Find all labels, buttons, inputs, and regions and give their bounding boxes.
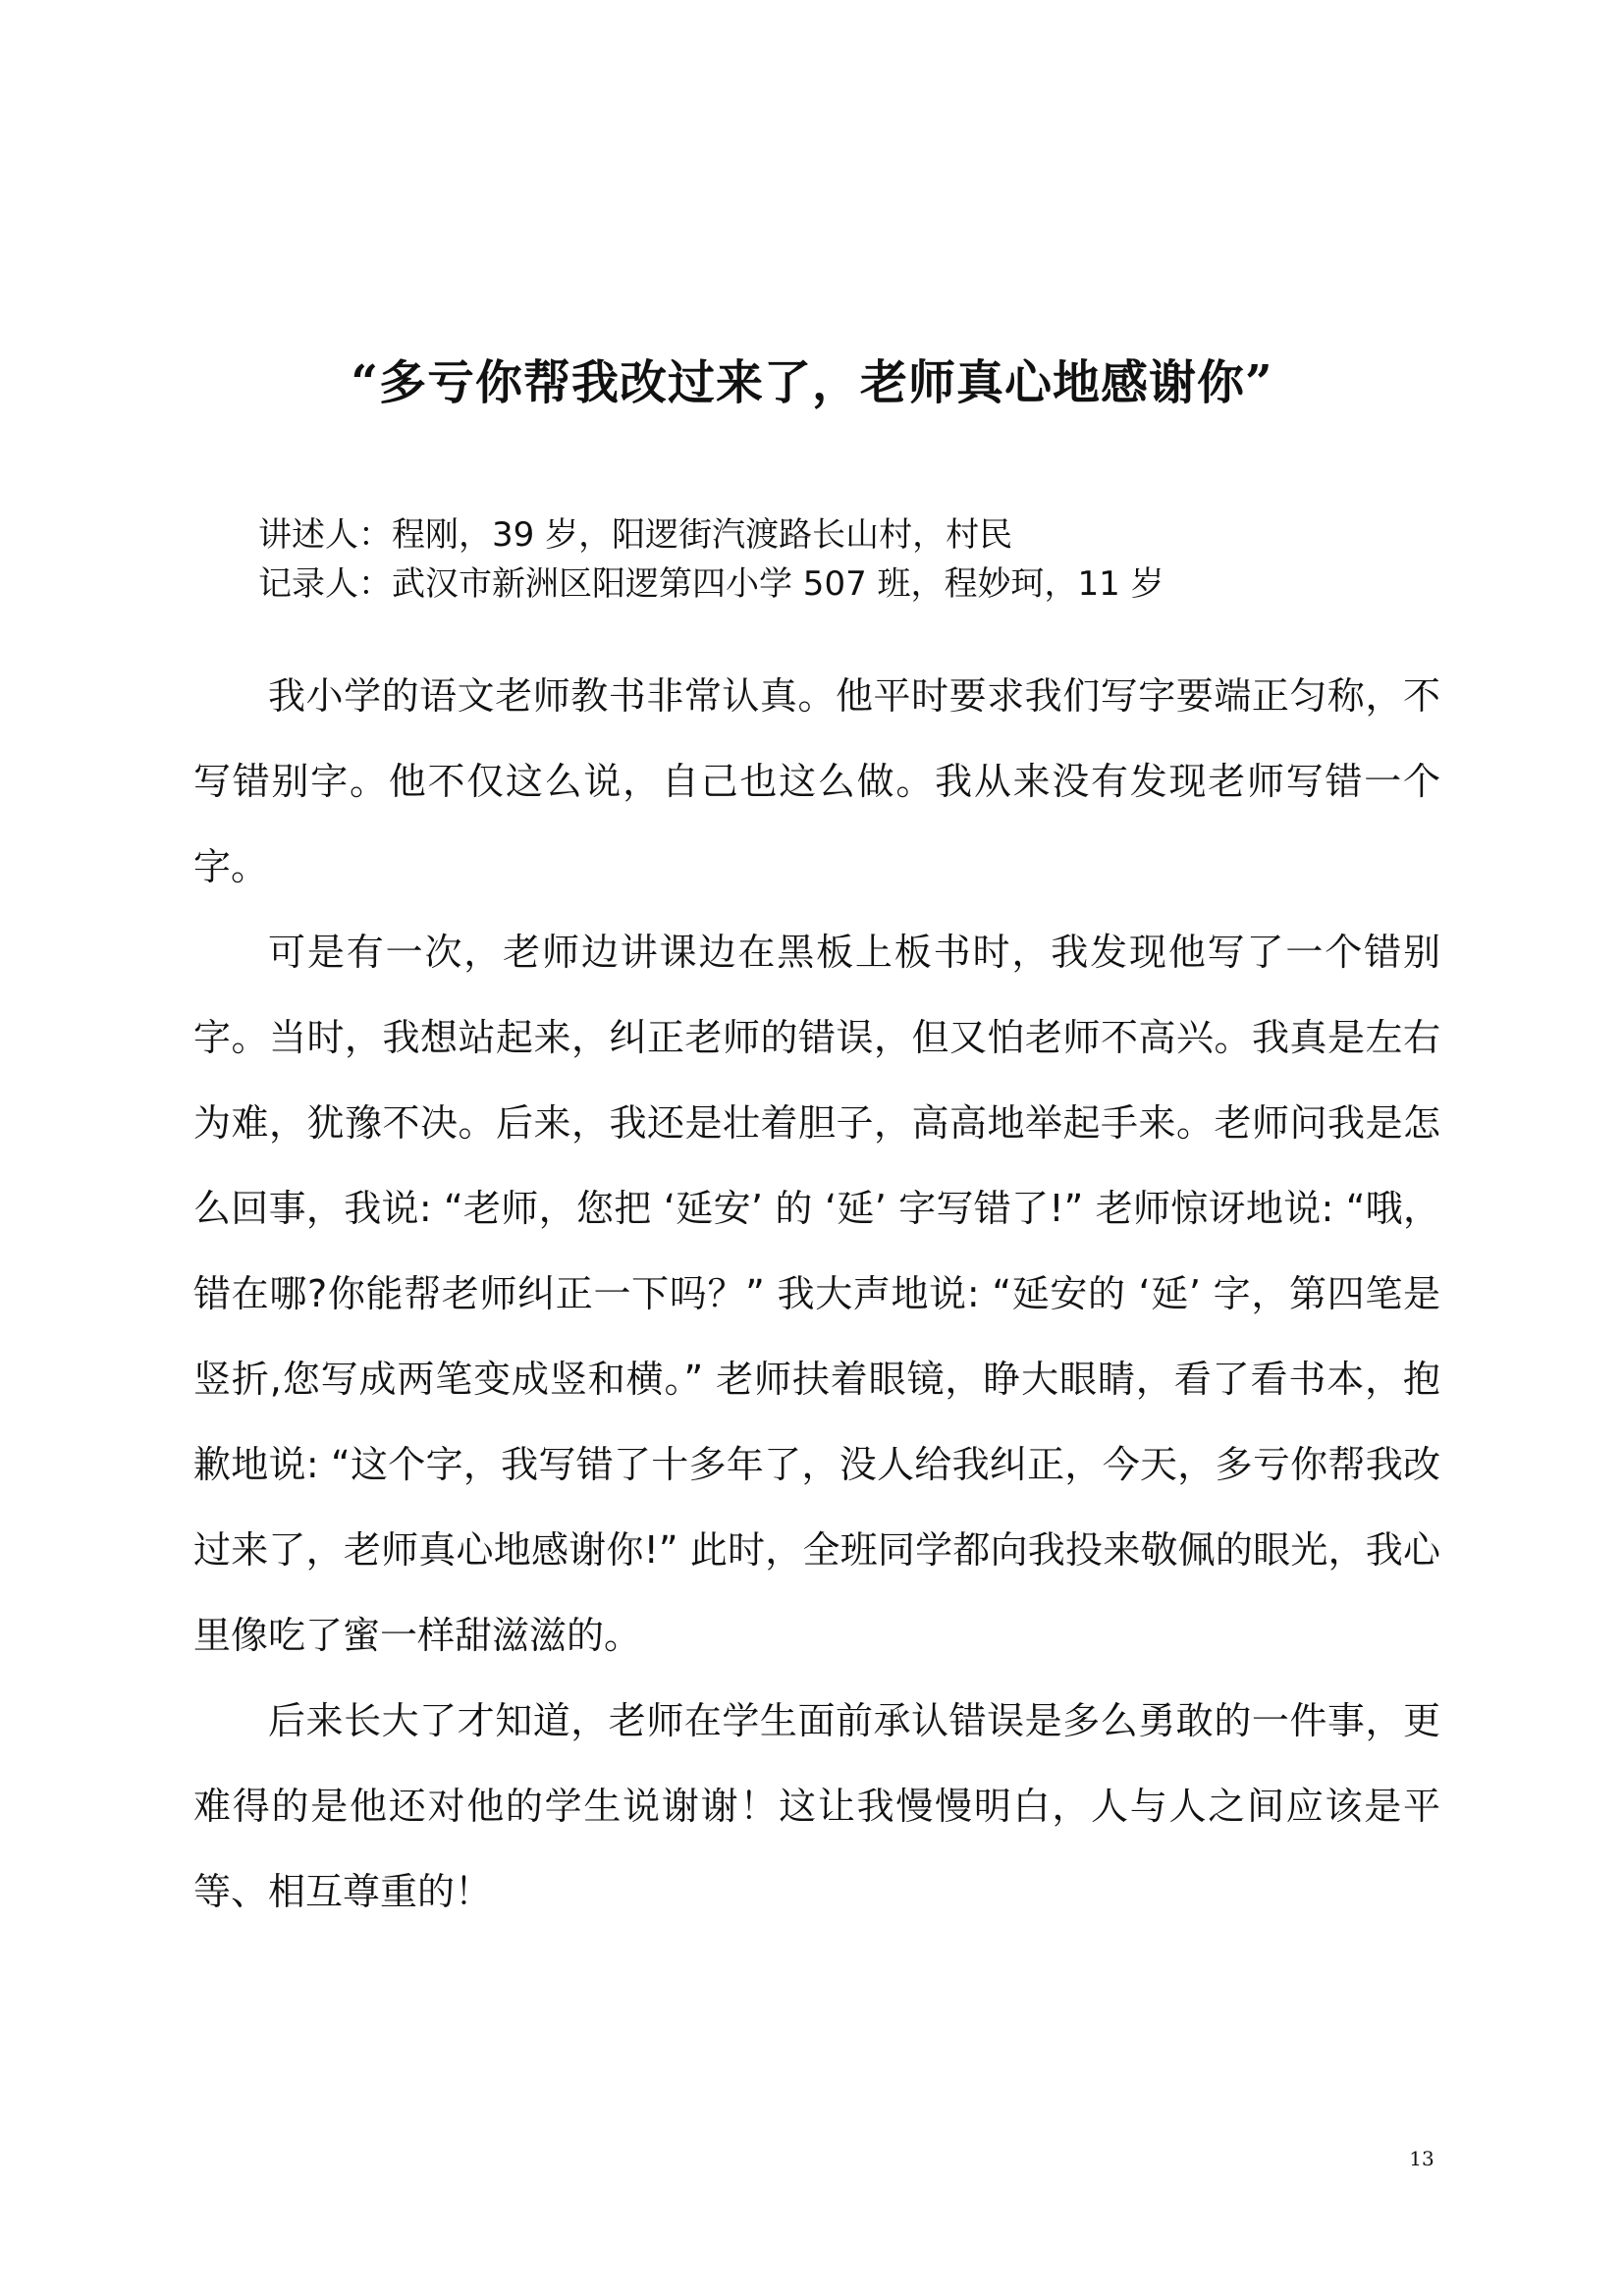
story-body	[193, 654, 1440, 1935]
page-title: “多亏你帮我改过来了，老师真心地感谢你”	[351, 355, 1273, 410]
recorder-line: 记录人：武汉市新洲区阳逻第四小学 507 班，程妙珂，11 岁	[258, 564, 1164, 604]
page-number: 13	[1409, 2147, 1435, 2170]
paragraph-2: 可是有一次，老师边讲课边在黑板上板书时，我发现他写了一个错别字。当时，我想站起来，纠正老师的错误，但又怕老师不高兴。我真是左右为难，犹豫不决。后来，我还是壮着胆子，高高地举起手来。老师问我是怎么回事，我说: “老师，您把 ‘延安’ 的 ‘延’ 字写错了!” 老师惊讶地说: “哦，错在哪?你能帮老师纠正一下吗？” 我大声地说: “延安的 ‘延’ 字，第四笔是竖折,您写成两笔变成竖和横。” 老师扶着眼镜，睁大眼睛，看了看书本，抱歉地说: “这个字，我写错了十多年了，没人给我纠正，今天，多亏你帮我改过来了，老师真心地感谢你!” 此时，全班同学都向我投来敬佩的眼光，我心里像吃了蜜一样甜滋滋的。	[193, 931, 1440, 1657]
paragraph-3: 后来长大了才知道，老师在学生面前承认错误是多么勇敢的一件事，更难得的是他还对他的学生说谢谢！这让我慢慢明白，人与人之间应该是平等、相互尊重的！	[193, 1699, 1440, 1913]
story-credits	[258, 510, 1164, 609]
paragraph-1: 我小学的语文老师教书非常认真。他平时要求我们写字要端正匀称，不写错别字。他不仅这么说，自己也这么做。我从来没有发现老师写错一个字。	[193, 674, 1440, 888]
narrator-line: 讲述人：程刚，39 岁，阳逻街汽渡路长山村，村民	[258, 515, 1013, 555]
